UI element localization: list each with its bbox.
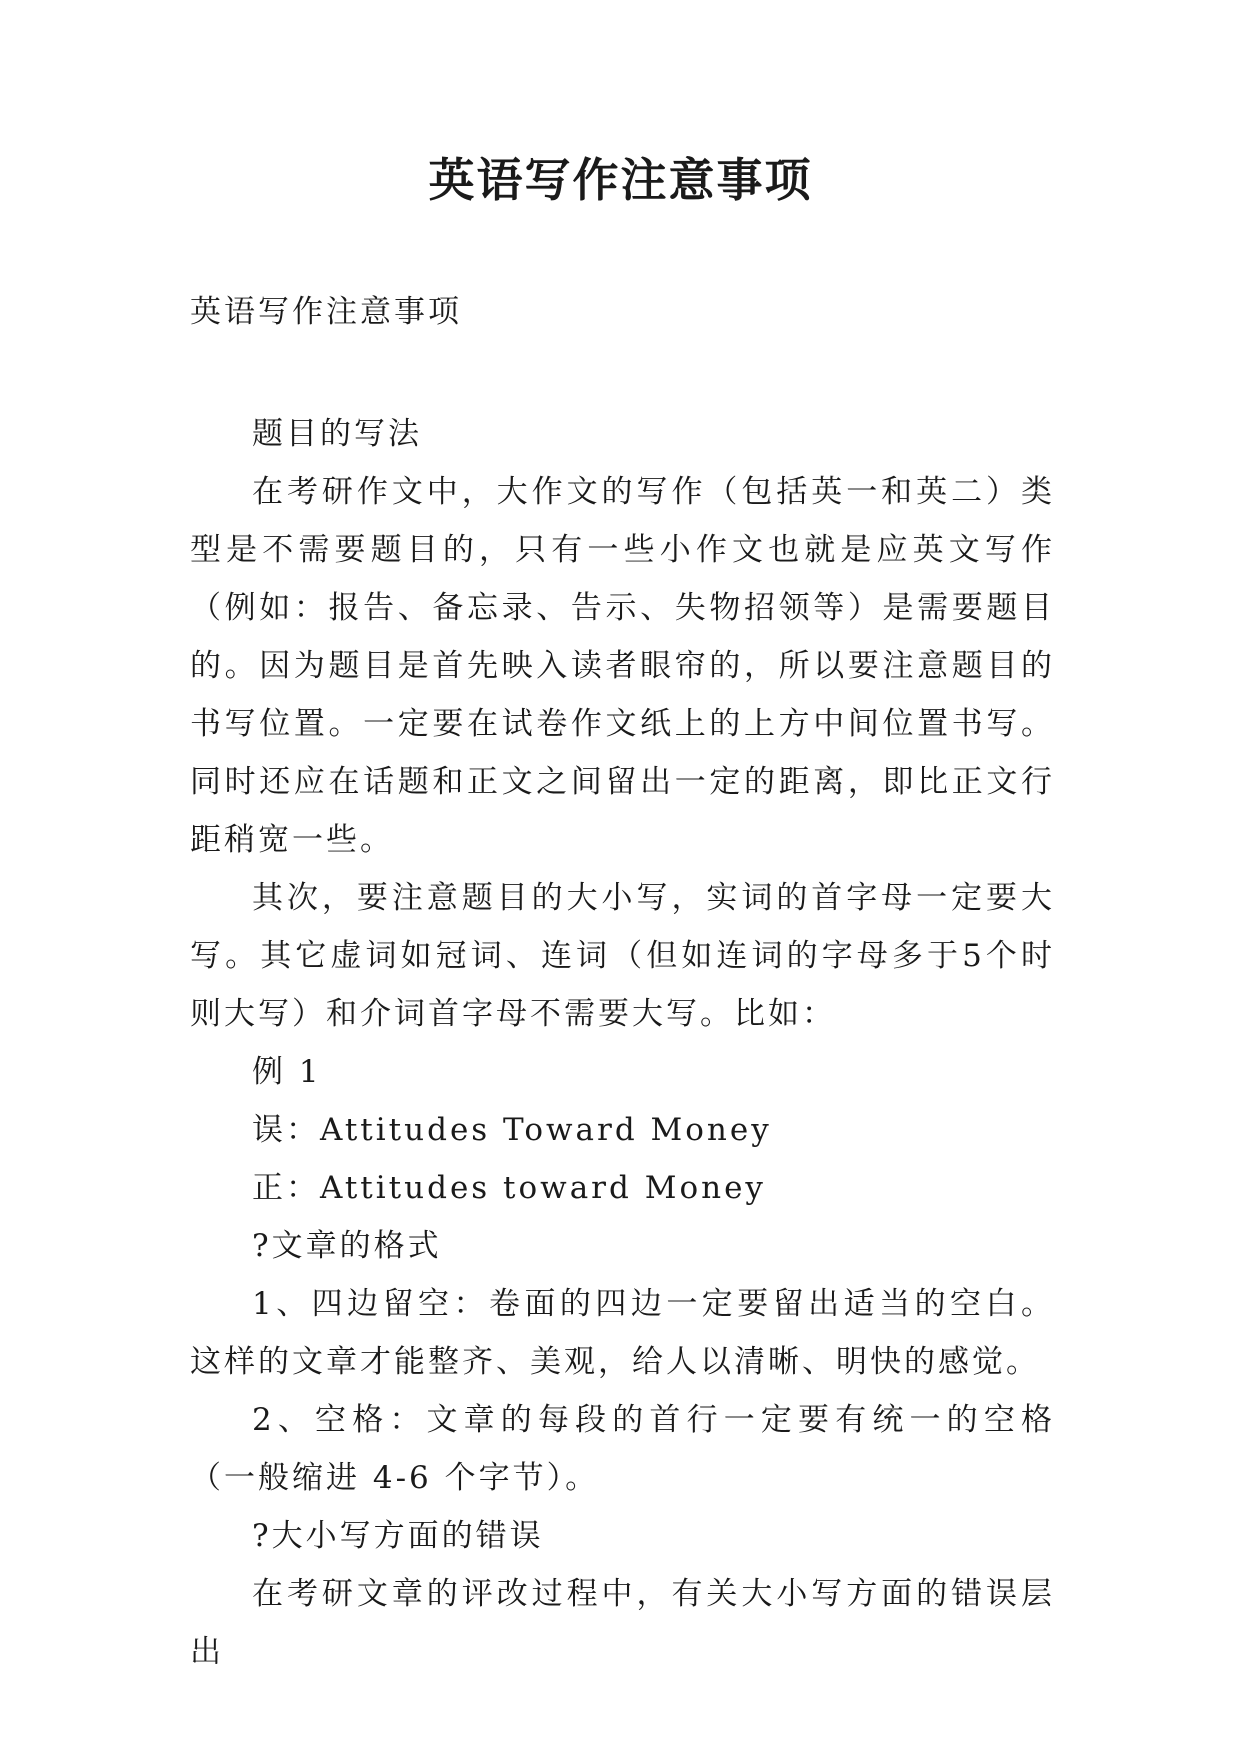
example-label: 例 1 <box>252 1054 322 1090</box>
document-subtitle: 英语写作注意事项 <box>190 294 462 330</box>
paragraph-heading-capitalization: ?大小写方面的错误 <box>252 1518 544 1554</box>
paragraph: 在考研作文中，大作文的写作（包括英一和英二）类型是不需要题目的，只有一些小作文也就是应英文写作（例如：报告、备忘录、告示、失物招领等）是需要题目的。因为题目是首先映入读者眼帘的，所以要注意题目的书写位置。一定要在试卷作文纸上的上方中间位置书写。同时还应在话题和正文之间留出一定的距离，即比正文行距稍宽一些。 <box>190 474 1055 858</box>
list-item: 1、四边留空：卷面的四边一定要留出适当的空白。这样的文章才能整齐、美观，给人以清晰、明快的感觉。 <box>190 1286 1055 1380</box>
paragraph: 其次，要注意题目的大小写，实词的首字母一定要大写。其它虚词如冠词、连词（但如连词的字母多于5个时则大写）和介词首字母不需要大写。比如： <box>190 880 1055 1032</box>
document-title: 英语写作注意事项 <box>428 153 813 207</box>
paragraph-heading-title-writing: 题目的写法 <box>252 416 422 452</box>
example-correct: 正：Attitudes toward Money <box>252 1170 766 1206</box>
list-item: 2、空格：文章的每段的首行一定要有统一的空格（一般缩进 4-6 个字节）。 <box>190 1402 1055 1496</box>
paragraph-heading-format: ?文章的格式 <box>252 1228 442 1264</box>
document-body <box>190 405 1055 1681</box>
example-wrong: 误：Attitudes Toward Money <box>252 1112 772 1148</box>
paragraph: 在考研文章的评改过程中，有关大小写方面的错误层出 <box>190 1576 1055 1670</box>
